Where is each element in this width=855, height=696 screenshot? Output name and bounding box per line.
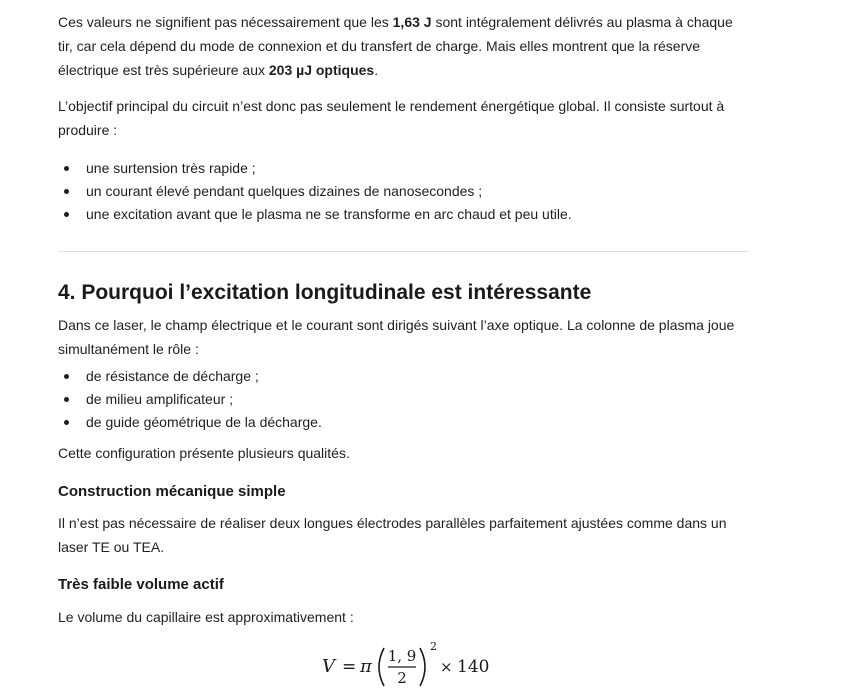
section-divider — [58, 251, 748, 252]
text-span: . — [374, 62, 379, 78]
paragraph-volume: Le volume du capillaire est approximativement : — [58, 609, 354, 625]
formula-exponent: 2 — [430, 640, 437, 653]
roles-list — [58, 365, 322, 434]
left-paren — [379, 648, 384, 686]
formula-pi: π — [360, 656, 372, 677]
subheading-construction: Construction mécanique simple — [58, 483, 286, 500]
formula-times: × — [440, 658, 453, 676]
paragraph-summary: Cette configuration présente plusieurs qualités. — [58, 445, 350, 461]
list-item: une excitation avant que le plasma ne se transforme en arc chaud et peu utile. — [58, 203, 572, 226]
paragraph-construction: Il n’est pas nécessaire de réaliser deux longues électrodes parallèles parfaitement ajustées comme dans un laser TE ou TEA. — [58, 515, 727, 555]
section-heading: 4. Pourquoi l’excitation longitudinale est intéressante — [58, 281, 592, 304]
volume-formula — [320, 636, 520, 696]
right-paren — [420, 648, 425, 686]
bold-value: 203 µJ optiques — [268, 62, 375, 78]
formula-equals: = — [342, 657, 357, 677]
bold-value: 1,63 J — [392, 14, 432, 30]
formula-lhs: V — [322, 656, 335, 677]
formula-numerator: 1, 9 — [387, 647, 417, 665]
paragraph-energy-reserve — [58, 10, 748, 82]
list-item: de milieu amplificateur ; — [58, 388, 322, 411]
list-item: de guide géométrique de la décharge. — [58, 411, 322, 434]
formula-denominator: 2 — [397, 669, 407, 687]
text-span: sont intégralement délivrés au plasma à chaque tir, car cela dépend du mode de connexion et du transfert de charge. Mais elles montrent que la réserve électrique est très supérieure aux — [58, 14, 733, 78]
text-span: Ces valeurs ne signifient pas nécessairement que les — [58, 14, 393, 30]
objective-list — [58, 157, 572, 226]
list-item: un courant élevé pendant quelques dizaines de nanosecondes ; — [58, 180, 572, 203]
list-item: une surtension très rapide ; — [58, 157, 572, 180]
list-item: de résistance de décharge ; — [58, 365, 322, 388]
formula-length: 140 — [457, 657, 490, 677]
paragraph-objective: L’objectif principal du circuit n’est donc pas seulement le rendement énergétique global. Il consiste surtout à produire : — [58, 98, 725, 138]
paragraph-intro: Dans ce laser, le champ électrique et le courant sont dirigés suivant l’axe optique. La colonne de plasma joue simultanément le rôle : — [58, 317, 735, 357]
subheading-volume: Très faible volume actif — [58, 576, 224, 593]
